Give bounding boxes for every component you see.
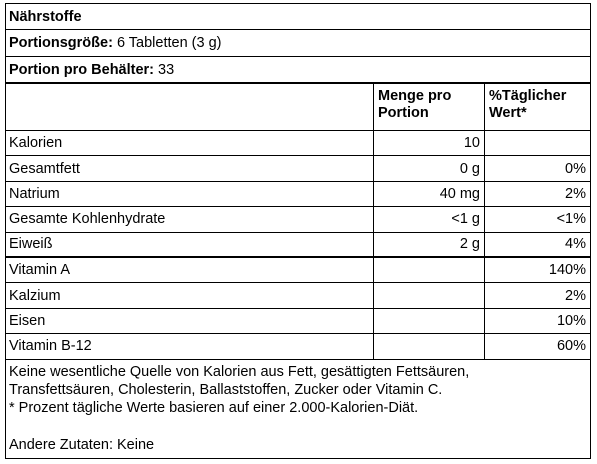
nutrient-row [6,258,590,283]
nutrient-daily-value: 10% [556,312,586,329]
footnotes [9,363,587,454]
other-ingredients: Andere Zutaten: Keine [9,437,155,453]
nutrient-name: Natrium [9,185,60,202]
serving-size-row [6,30,590,57]
nutrient-name: Gesamtfett [9,160,80,177]
nutrient-row [6,207,590,232]
serving-size-value: 6 Tabletten (3 g) [116,35,222,51]
footnote-line: Keine wesentliche Quelle von Kalorien aus Fett, gesättigten Fettsäuren, [9,364,470,380]
nutrient-name: Gesamte Kohlenhydrate [9,211,166,228]
servings-per-container-label: Portion pro Behälter: [9,61,155,78]
nutrient-daily-value: 2% [565,185,586,202]
column-header-row [6,84,590,131]
nutrient-amount: 10 [463,135,480,152]
nutrient-name: Eisen [9,312,46,329]
nutrient-row [6,283,590,308]
nutrient-name: Kalorien [9,135,63,152]
label-title: Nährstoffe [9,8,82,25]
footnote-line: * Prozent tägliche Werte basieren auf einer 2.000-Kalorien-Diät. [9,400,419,416]
nutrient-amount: <1 g [451,211,480,228]
serving-size-label: Portionsgröße: [9,35,113,51]
daily-value-column-header: %Täglicher Wert* [489,88,567,121]
servings-per-container-row [6,57,590,84]
nutrient-daily-value: 140% [548,262,586,279]
nutrient-row [6,131,590,156]
nutrient-amount: 2 g [459,236,480,253]
nutrient-daily-value: 2% [565,287,586,304]
nutrient-daily-value: 60% [556,338,586,355]
nutrient-row [6,233,590,258]
label-title-row [6,4,590,30]
servings-per-container-value: 33 [158,61,175,78]
nutrient-amount: 0 g [459,160,480,177]
nutrient-daily-value: <1% [556,211,586,228]
nutrient-row [6,182,590,207]
nutrient-row [6,156,590,181]
footnote-line: Transfettsäuren, Cholesterin, Ballaststoffen, Zucker oder Vitamin C. [9,382,443,398]
nutrient-name: Vitamin B-12 [9,338,92,355]
nutrient-amount: 40 mg [439,185,480,202]
nutrient-name: Kalzium [9,287,61,304]
amount-column-header: Menge pro Portion [378,88,452,121]
nutrition-label [5,3,591,459]
nutrient-row [6,309,590,334]
nutrient-daily-value: 0% [565,160,586,177]
nutrient-row [6,334,590,359]
nutrient-name: Vitamin A [9,262,70,279]
nutrient-daily-value: 4% [565,236,586,253]
nutrient-name: Eiweiß [9,236,53,253]
